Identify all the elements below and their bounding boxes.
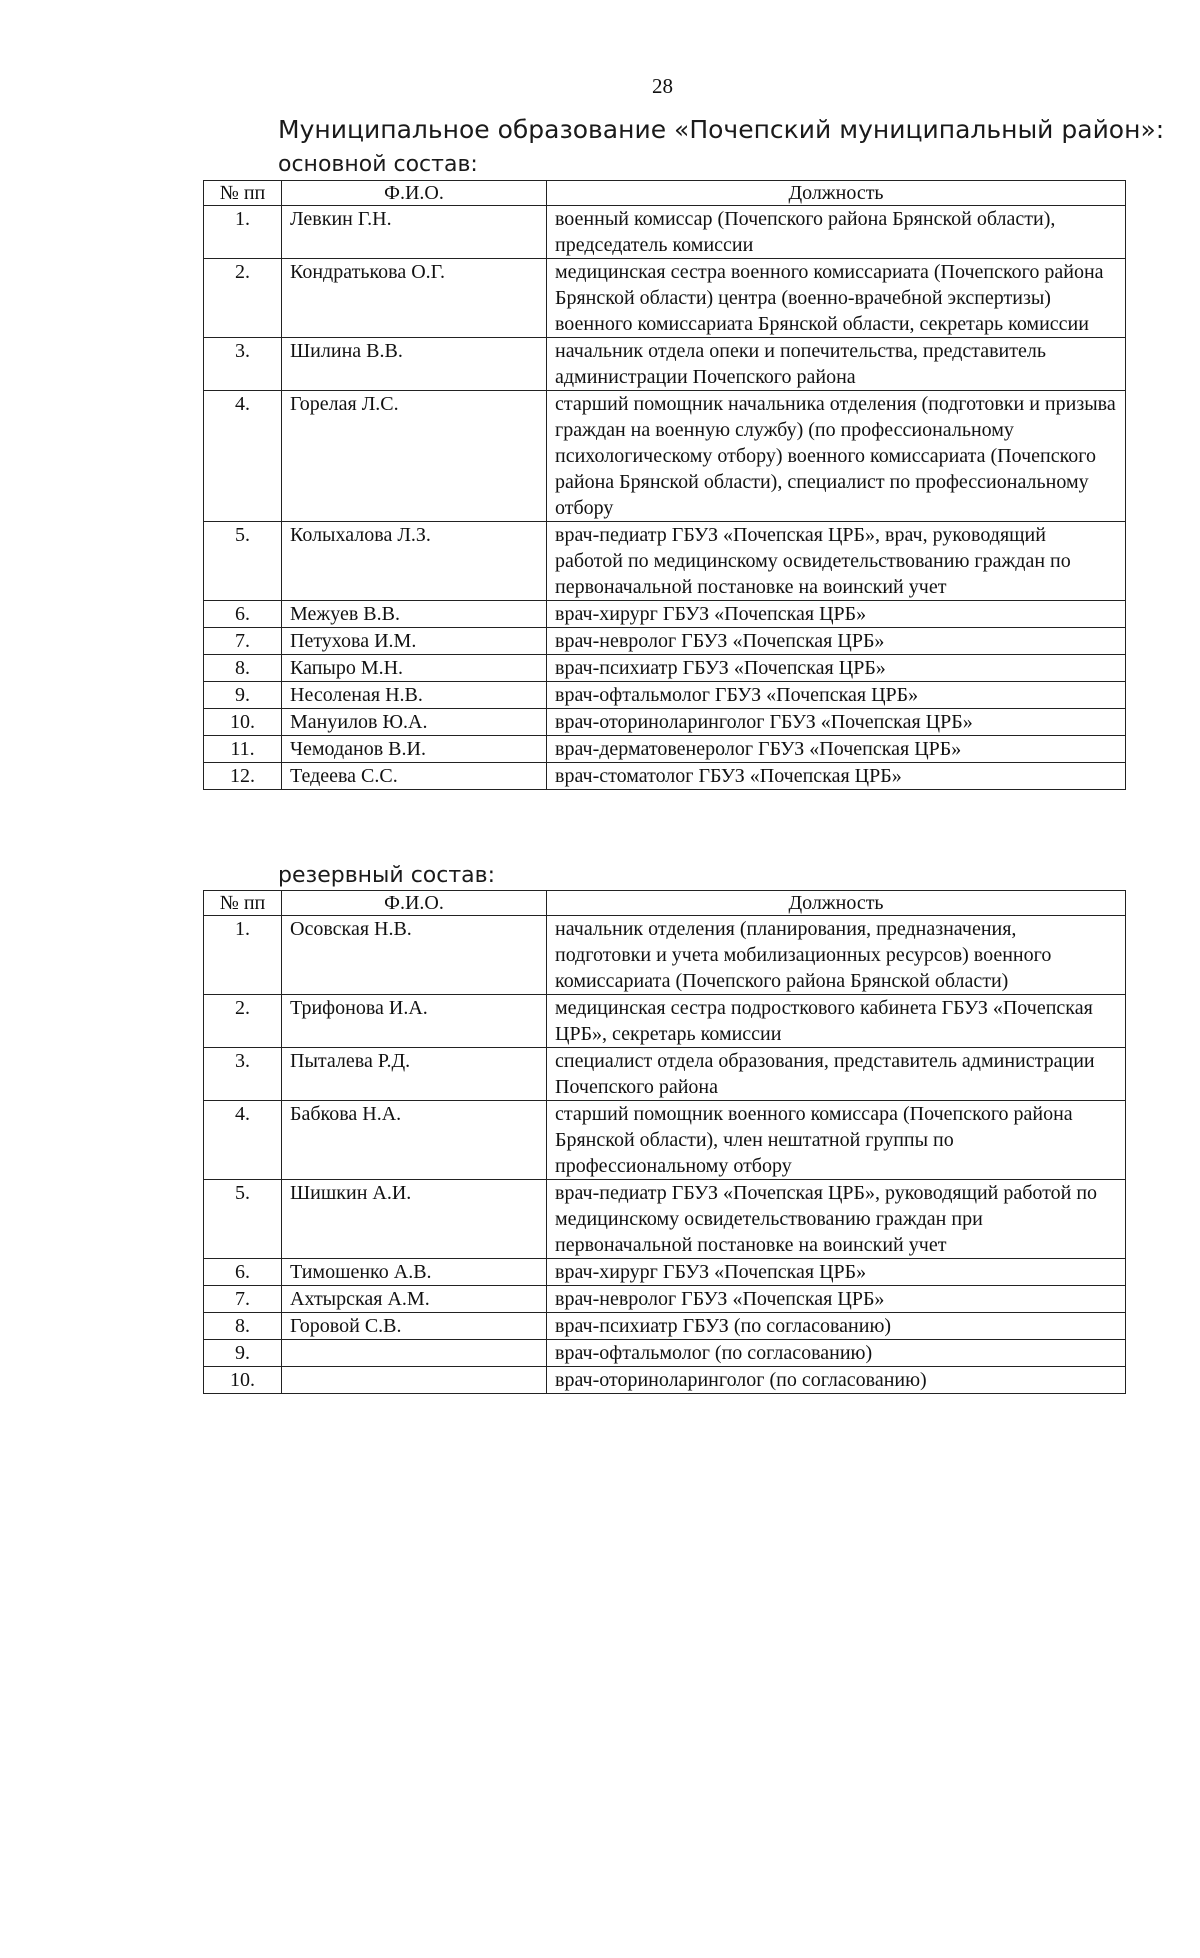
table-row [204, 995, 1126, 1048]
table-header [204, 891, 1126, 916]
member-position: врач-оториноларинголог (по согласованию) [547, 1367, 1126, 1394]
member-position: врач-стоматолог ГБУЗ «Почепская ЦРБ» [547, 763, 1126, 790]
member-name: Шилина В.В. [282, 338, 547, 391]
member-name: Шишкин А.И. [282, 1180, 547, 1259]
main-composition-label: основной состав: [278, 152, 478, 177]
member-position: военный комиссар (Почепского района Брянской области), председатель комиссии [547, 206, 1126, 259]
member-number: 3. [204, 1048, 282, 1101]
member-name: Межуев В.В. [282, 601, 547, 628]
main-members-body [204, 206, 1126, 790]
header-row [204, 891, 1126, 916]
table-row [204, 682, 1126, 709]
member-name: Колыхалова Л.З. [282, 522, 547, 601]
member-position: старший помощник военного комиссара (Почепского района Брянской области), член нештатной группы по профессиональному отбору [547, 1101, 1126, 1180]
table-row [204, 736, 1126, 763]
member-name: Левкин Г.Н. [282, 206, 547, 259]
member-number: 8. [204, 655, 282, 682]
member-number: 1. [204, 916, 282, 995]
table-row [204, 522, 1126, 601]
main-composition-table [203, 180, 1126, 790]
table-row [204, 709, 1126, 736]
member-name: Несоленая Н.В. [282, 682, 547, 709]
member-position: врач-невролог ГБУЗ «Почепская ЦРБ» [547, 628, 1126, 655]
table-row [204, 1340, 1126, 1367]
column-header-position: Должность [547, 891, 1126, 916]
table-row [204, 206, 1126, 259]
table-row [204, 391, 1126, 522]
member-number: 8. [204, 1313, 282, 1340]
member-name: Чемоданов В.И. [282, 736, 547, 763]
column-header-number: № пп [204, 891, 282, 916]
member-name [282, 1340, 547, 1367]
member-number: 4. [204, 1101, 282, 1180]
member-name: Тимошенко А.В. [282, 1259, 547, 1286]
member-number: 11. [204, 736, 282, 763]
table-row [204, 1313, 1126, 1340]
member-name: Трифонова И.А. [282, 995, 547, 1048]
member-position: врач-оториноларинголог ГБУЗ «Почепская ЦРБ» [547, 709, 1126, 736]
member-name: Горовой С.В. [282, 1313, 547, 1340]
column-header-number: № пп [204, 181, 282, 206]
column-header-name: Ф.И.О. [282, 891, 547, 916]
member-position: врач-психиатр ГБУЗ «Почепская ЦРБ» [547, 655, 1126, 682]
table-row [204, 763, 1126, 790]
member-number: 9. [204, 1340, 282, 1367]
member-position: начальник отделения (планирования, предназначения, подготовки и учета мобилизационных ресурсов) военного комиссариата (Почепского района Брянской области) [547, 916, 1126, 995]
member-number: 10. [204, 709, 282, 736]
member-number: 9. [204, 682, 282, 709]
column-header-name: Ф.И.О. [282, 181, 547, 206]
member-name: Капыро М.Н. [282, 655, 547, 682]
member-name: Мануилов Ю.А. [282, 709, 547, 736]
member-name: Тедеева С.С. [282, 763, 547, 790]
table-row [204, 1180, 1126, 1259]
reserve-members-body [204, 916, 1126, 1394]
member-position: начальник отдела опеки и попечительства, представитель администрации Почепского района [547, 338, 1126, 391]
member-position: врач-педиатр ГБУЗ «Почепская ЦРБ», врач, руководящий работой по медицинскому освидетельствованию граждан по первоначальной постановке на воинский учет [547, 522, 1126, 601]
member-position: медицинская сестра военного комиссариата (Почепского района Брянской области) центра (военно-врачебной экспертизы) военного комиссариата Брянской области, секретарь комиссии [547, 259, 1126, 338]
member-number: 5. [204, 522, 282, 601]
member-position: старший помощник начальника отделения (подготовки и призыва граждан на военную службу) (по профессиональному психологическому отбору) военного комиссариата (Почепского района Брянской области), специалист по профессиональному отбору [547, 391, 1126, 522]
member-number: 6. [204, 601, 282, 628]
member-position: специалист отдела образования, представитель администрации Почепского района [547, 1048, 1126, 1101]
table-row [204, 655, 1126, 682]
member-name [282, 1367, 547, 1394]
member-position: врач-психиатр ГБУЗ (по согласованию) [547, 1313, 1126, 1340]
table-row [204, 1259, 1126, 1286]
member-name: Петухова И.М. [282, 628, 547, 655]
page-number: 28 [652, 74, 673, 98]
member-position: медицинская сестра подросткового кабинета ГБУЗ «Почепская ЦРБ», секретарь комиссии [547, 995, 1126, 1048]
member-number: 12. [204, 763, 282, 790]
member-name: Пыталева Р.Д. [282, 1048, 547, 1101]
table-row [204, 259, 1126, 338]
member-number: 6. [204, 1259, 282, 1286]
member-position: врач-дерматовенеролог ГБУЗ «Почепская ЦРБ» [547, 736, 1126, 763]
member-name: Кондратькова О.Г. [282, 259, 547, 338]
table-row [204, 338, 1126, 391]
table-row [204, 628, 1126, 655]
document-heading: Муниципальное образование «Почепский муниципальный район»: [278, 115, 1165, 144]
member-position: врач-хирург ГБУЗ «Почепская ЦРБ» [547, 1259, 1126, 1286]
table-row [204, 601, 1126, 628]
table-header [204, 181, 1126, 206]
reserve-composition-label: резервный состав: [278, 863, 496, 888]
member-name: Осовская Н.В. [282, 916, 547, 995]
column-header-position: Должность [547, 181, 1126, 206]
member-number: 7. [204, 1286, 282, 1313]
member-position: врач-офтальмолог ГБУЗ «Почепская ЦРБ» [547, 682, 1126, 709]
member-number: 1. [204, 206, 282, 259]
member-number: 10. [204, 1367, 282, 1394]
reserve-composition-table [203, 890, 1126, 1394]
member-number: 2. [204, 259, 282, 338]
member-name: Бабкова Н.А. [282, 1101, 547, 1180]
table-row [204, 1367, 1126, 1394]
member-position: врач-педиатр ГБУЗ «Почепская ЦРБ», руководящий работой по медицинскому освидетельствованию граждан при первоначальной постановке на воинский учет [547, 1180, 1126, 1259]
member-number: 5. [204, 1180, 282, 1259]
member-number: 4. [204, 391, 282, 522]
member-name: Горелая Л.С. [282, 391, 547, 522]
header-row [204, 181, 1126, 206]
member-number: 3. [204, 338, 282, 391]
table-row [204, 1048, 1126, 1101]
member-position: врач-офтальмолог (по согласованию) [547, 1340, 1126, 1367]
member-position: врач-невролог ГБУЗ «Почепская ЦРБ» [547, 1286, 1126, 1313]
member-number: 2. [204, 995, 282, 1048]
table-row [204, 1286, 1126, 1313]
member-name: Ахтырская А.М. [282, 1286, 547, 1313]
table-row [204, 1101, 1126, 1180]
table-row [204, 916, 1126, 995]
member-number: 7. [204, 628, 282, 655]
member-position: врач-хирург ГБУЗ «Почепская ЦРБ» [547, 601, 1126, 628]
